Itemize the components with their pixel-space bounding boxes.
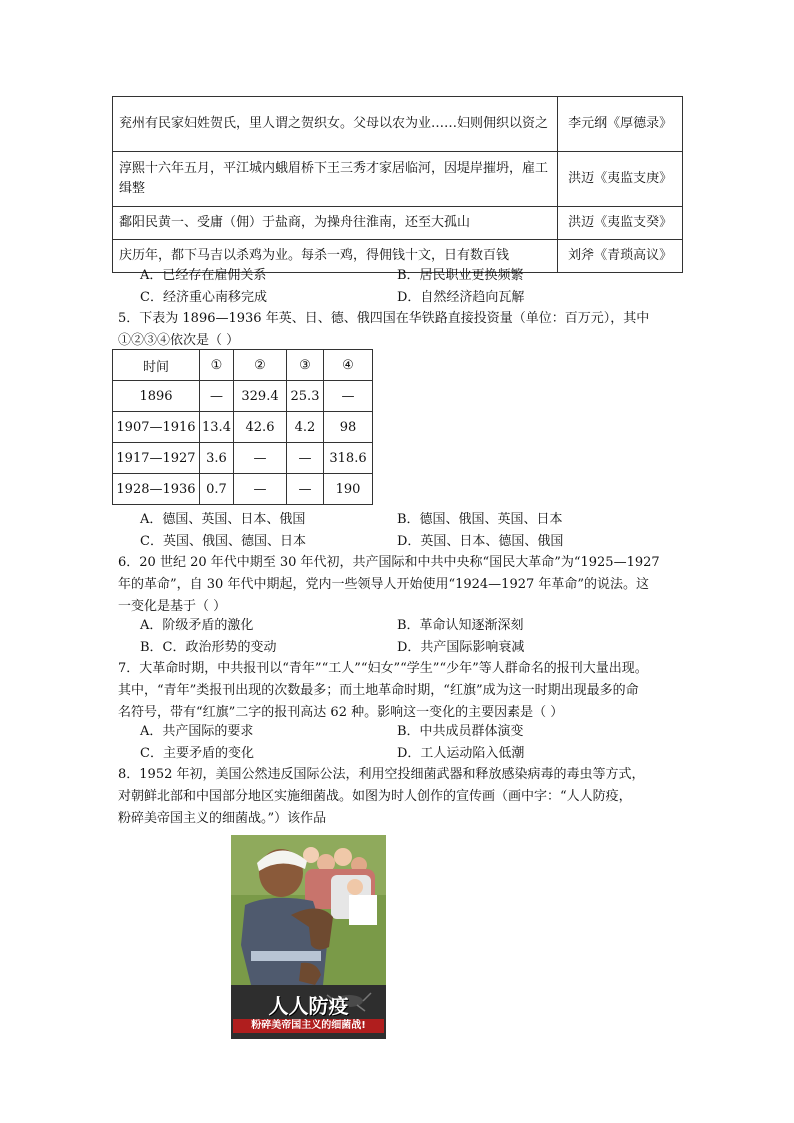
table-cell: — [200, 381, 234, 412]
table-cell: 42.6 [234, 412, 287, 443]
table-cell: — [287, 443, 324, 474]
q6-stem-line: 年的革命”，自 30 年代中期起，党内一些领导人开始使用“1924—1927 年革命”的说法。这 [118, 577, 650, 592]
column-header: 时间 [113, 350, 200, 381]
table-cell: — [234, 443, 287, 474]
q4-option-a[interactable]: A．已经存在雇佣关系 [140, 268, 267, 283]
table-cell: 13.4 [200, 412, 234, 443]
q7-stem-line: 名符号，带有“红旗”二字的报刊高达 62 种。影响这一变化的主要因素是（ ） [118, 705, 564, 720]
q7-option-c[interactable]: C．主要矛盾的变化 [140, 746, 254, 761]
table-cell: 98 [324, 412, 373, 443]
table-cell: 4.2 [287, 412, 324, 443]
q8-stem [118, 764, 678, 830]
poster-subtitle: 粉碎美帝国主义的细菌战! [233, 1019, 384, 1033]
source-cell: 刘斧《青琐高议》 [558, 240, 683, 273]
q5-option-b[interactable]: B．德国、俄国、英国、日本 [397, 512, 563, 527]
source-cell: 洪迈《夷监支癸》 [558, 207, 683, 240]
table-row [113, 443, 373, 474]
column-header: ④ [324, 350, 373, 381]
q4-option-d[interactable]: D．自然经济趋向瓦解 [397, 290, 525, 305]
source-cell: 李元纲《厚德录》 [558, 97, 683, 152]
q4-source-table [112, 96, 683, 273]
q6-option-b[interactable]: B．革命认知逐渐深刻 [397, 618, 524, 633]
q7-stem [118, 658, 678, 724]
q7-option-d[interactable]: D．工人运动陷入低潮 [397, 746, 525, 761]
q6-option-a[interactable]: A．阶级矛盾的激化 [140, 618, 254, 633]
q7-option-b[interactable]: B．中共成员群体演变 [397, 724, 524, 739]
q4-option-b[interactable]: B．居民职业更换频繁 [397, 268, 524, 283]
quote-cell: 鄱阳民黄一、受庸（佣）于盐商，为操舟往淮南，还至大孤山 [113, 207, 558, 240]
table-cell: 1917—1927 [113, 443, 200, 474]
propaganda-poster-image [231, 835, 386, 1039]
q6-stem-line: 6．20 世纪 20 年代中期至 30 年代初，共产国际和中共中央称“国民大革命”为“1925—1927 [118, 555, 660, 570]
q5-stem-line: ①②③④依次是（ ） [118, 333, 240, 348]
table-cell: 1928—1936 [113, 474, 200, 505]
q5-option-d[interactable]: D．英国、日本、德国、俄国 [397, 534, 564, 549]
q7-option-a[interactable]: A．共产国际的要求 [140, 724, 254, 739]
table-row [113, 207, 683, 240]
table-cell: 329.4 [234, 381, 287, 412]
q4-option-c[interactable]: C．经济重心南移完成 [140, 290, 267, 305]
table-row [113, 381, 373, 412]
q8-stem-line: 粉碎美帝国主义的细菌战。”）该作品 [118, 811, 327, 826]
table-row [113, 412, 373, 443]
table-cell: — [287, 474, 324, 505]
column-header: ① [200, 350, 234, 381]
q8-stem-line: 8．1952 年初，美国公然违反国际公法，利用空投细菌武器和释放感染病毒的毒虫等方式， [118, 767, 645, 782]
q6-stem-line: 一变化是基于（ ） [118, 599, 227, 614]
table-cell: 190 [324, 474, 373, 505]
poster-title: 人人防疫 [268, 994, 349, 1018]
q6-option-d[interactable]: D．共产国际影响衰减 [397, 640, 525, 655]
q7-stem-line: 7．大革命时期，中共报刊以“青年”“工人”“妇女”“学生”“少年”等人群命名的报刊大量出现。 [118, 661, 648, 676]
table-cell: 1896 [113, 381, 200, 412]
q5-option-c[interactable]: C．英国、俄国、德国、日本 [140, 534, 306, 549]
q5-stem [118, 308, 678, 352]
q5-stem-line: 5．下表为 1896—1936 年英、日、德、俄四国在华铁路直接投资量（单位：百万元），其中 [118, 311, 650, 326]
table-cell: 318.6 [324, 443, 373, 474]
q5-investment-table [112, 349, 373, 505]
q5-option-a[interactable]: A．德国、英国、日本、俄国 [140, 512, 306, 527]
table-cell: 0.7 [200, 474, 234, 505]
column-header: ③ [287, 350, 324, 381]
table-cell: 25.3 [287, 381, 324, 412]
table-cell: — [234, 474, 287, 505]
quote-cell: 兖州有民家妇姓贺氏，里人谓之贺织女。父母以农为业……妇则佣织以资之 [113, 97, 558, 152]
q7-stem-line: 其中，“青年”类报刊出现的次数最多；而土地革命时期，“红旗”成为这一时期出现最多的命 [118, 683, 639, 698]
q8-stem-line: 对朝鲜北部和中国部分地区实施细菌战。如图为时人创作的宣传画（画中字：“人人防疫， [118, 789, 632, 804]
q6-option-c[interactable]: B．C．政治形势的变动 [140, 640, 277, 655]
table-row [113, 97, 683, 152]
quote-cell: 淳熙十六年五月，平江城内蛾眉桥下王三秀才家居临河，因堤岸摧坍，雇工缉整 [113, 152, 558, 207]
q6-stem [118, 552, 678, 618]
column-header: ② [234, 350, 287, 381]
table-cell: 1907—1916 [113, 412, 200, 443]
source-cell: 洪迈《夷监支庚》 [558, 152, 683, 207]
table-row [113, 474, 373, 505]
table-cell: 3.6 [200, 443, 234, 474]
quote-cell: 庆历年，都下马吉以杀鸡为业。每杀一鸡，得佣钱十文，日有数百钱 [113, 240, 558, 273]
table-cell: — [324, 381, 373, 412]
table-header-row [113, 350, 373, 381]
table-row [113, 152, 683, 207]
